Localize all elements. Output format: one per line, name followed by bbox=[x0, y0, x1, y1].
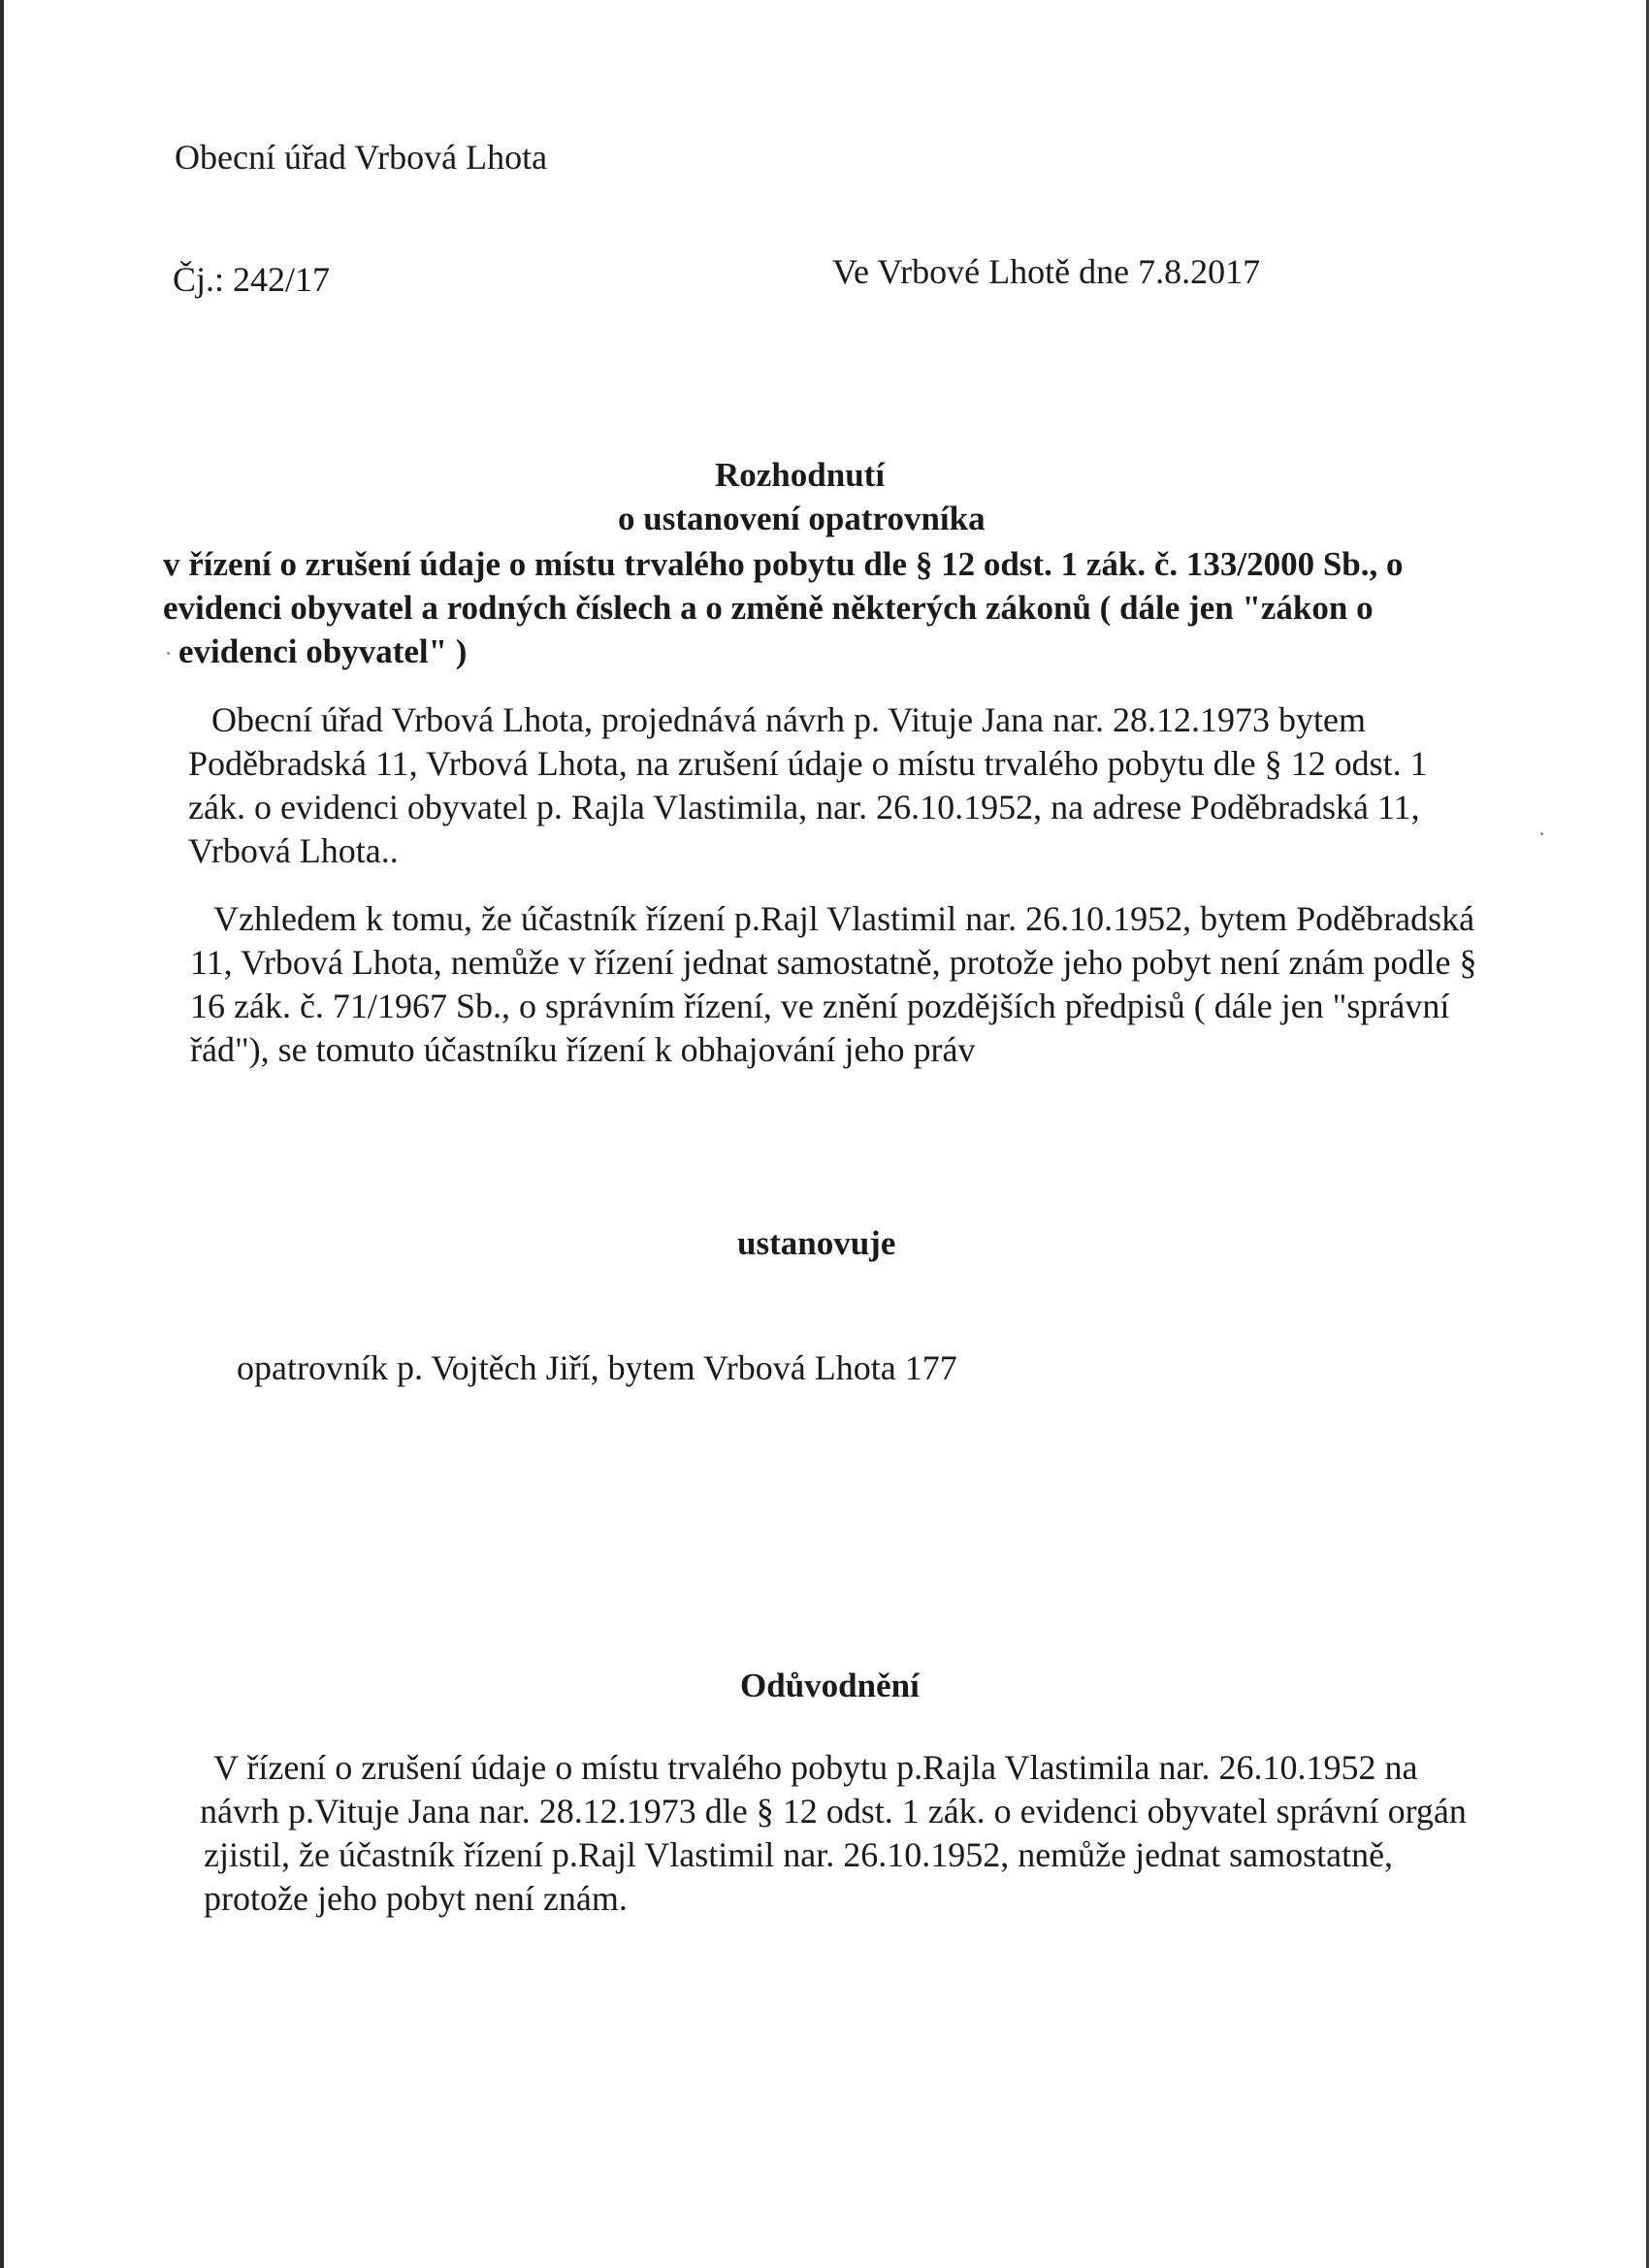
justification-line: protože jeho pobyt není znám. bbox=[204, 1879, 628, 1918]
guardian-line: opatrovník p. Vojtěch Jiří, bytem Vrbová Lhota 177 bbox=[237, 1348, 957, 1387]
scan-speck bbox=[1540, 832, 1543, 835]
decision-title: Rozhodnutí bbox=[715, 456, 886, 494]
decision-subject-line: evidenci obyvatel" ) bbox=[178, 632, 468, 670]
place-and-date: Ve Vrbové Lhotě dne 7.8.2017 bbox=[832, 252, 1261, 291]
paragraph-2-line: řád"), se tomuto účastníku řízení k obhajování jeho práv bbox=[190, 1030, 976, 1069]
office-name: Obecní úřad Vrbová Lhota bbox=[175, 138, 548, 177]
justification-title: Odůvodnění bbox=[740, 1667, 920, 1704]
paragraph-1-line: Vrbová Lhota.. bbox=[188, 831, 399, 870]
scan-speck bbox=[167, 652, 170, 655]
decision-subject-line: evidenci obyvatel a rodných číslech a o změně některých zákonů ( dále jen "zákon o bbox=[163, 589, 1374, 627]
paragraph-1-line: zák. o evidenci obyvatel p. Rajla Vlastimila, nar. 26.10.1952, na adrese Poděbradská 11, bbox=[188, 788, 1420, 826]
appoints-heading: ustanovuje bbox=[737, 1224, 896, 1262]
paragraph-2-line: 11, Vrbová Lhota, nemůže v řízení jednat samostatně, protože jeho pobyt není znám podle § bbox=[190, 943, 1477, 982]
scan-left-edge bbox=[0, 0, 4, 2268]
justification-line: zjistil, že účastník řízení p.Rajl Vlastimil nar. 26.10.1952, nemůže jednat samostatně, bbox=[204, 1835, 1394, 1874]
justification-line: V řízení o zrušení údaje o místu trvalého pobytu p.Rajla Vlastimila nar. 26.10.1952 na bbox=[213, 1748, 1418, 1787]
decision-subject-line: v řízení o zrušení údaje o místu trvalého pobytu dle § 12 odst. 1 zák. č. 133/2000 Sb., o bbox=[163, 545, 1404, 583]
reference-number: Čj.: 242/17 bbox=[173, 260, 331, 299]
paragraph-2-line: 16 zák. č. 71/1967 Sb., o správním řízení, ve znění pozdějších předpisů ( dále jen "správní bbox=[190, 987, 1450, 1025]
decision-subtitle: o ustanovení opatrovníka bbox=[618, 500, 986, 537]
paragraph-1-line: Obecní úřad Vrbová Lhota, projednává návrh p. Vituje Jana nar. 28.12.1973 bytem bbox=[211, 700, 1367, 739]
paragraph-1-line: Poděbradská 11, Vrbová Lhota, na zrušení údaje o místu trvalého pobytu dle § 12 odst. 1 bbox=[188, 744, 1428, 783]
paragraph-2-line: Vzhledem k tomu, že účastník řízení p.Rajl Vlastimil nar. 26.10.1952, bytem Poděbradská bbox=[213, 899, 1475, 938]
justification-line: návrh p.Vituje Jana nar. 28.12.1973 dle § 12 odst. 1 zák. o evidenci obyvatel správní orgán bbox=[200, 1792, 1467, 1831]
